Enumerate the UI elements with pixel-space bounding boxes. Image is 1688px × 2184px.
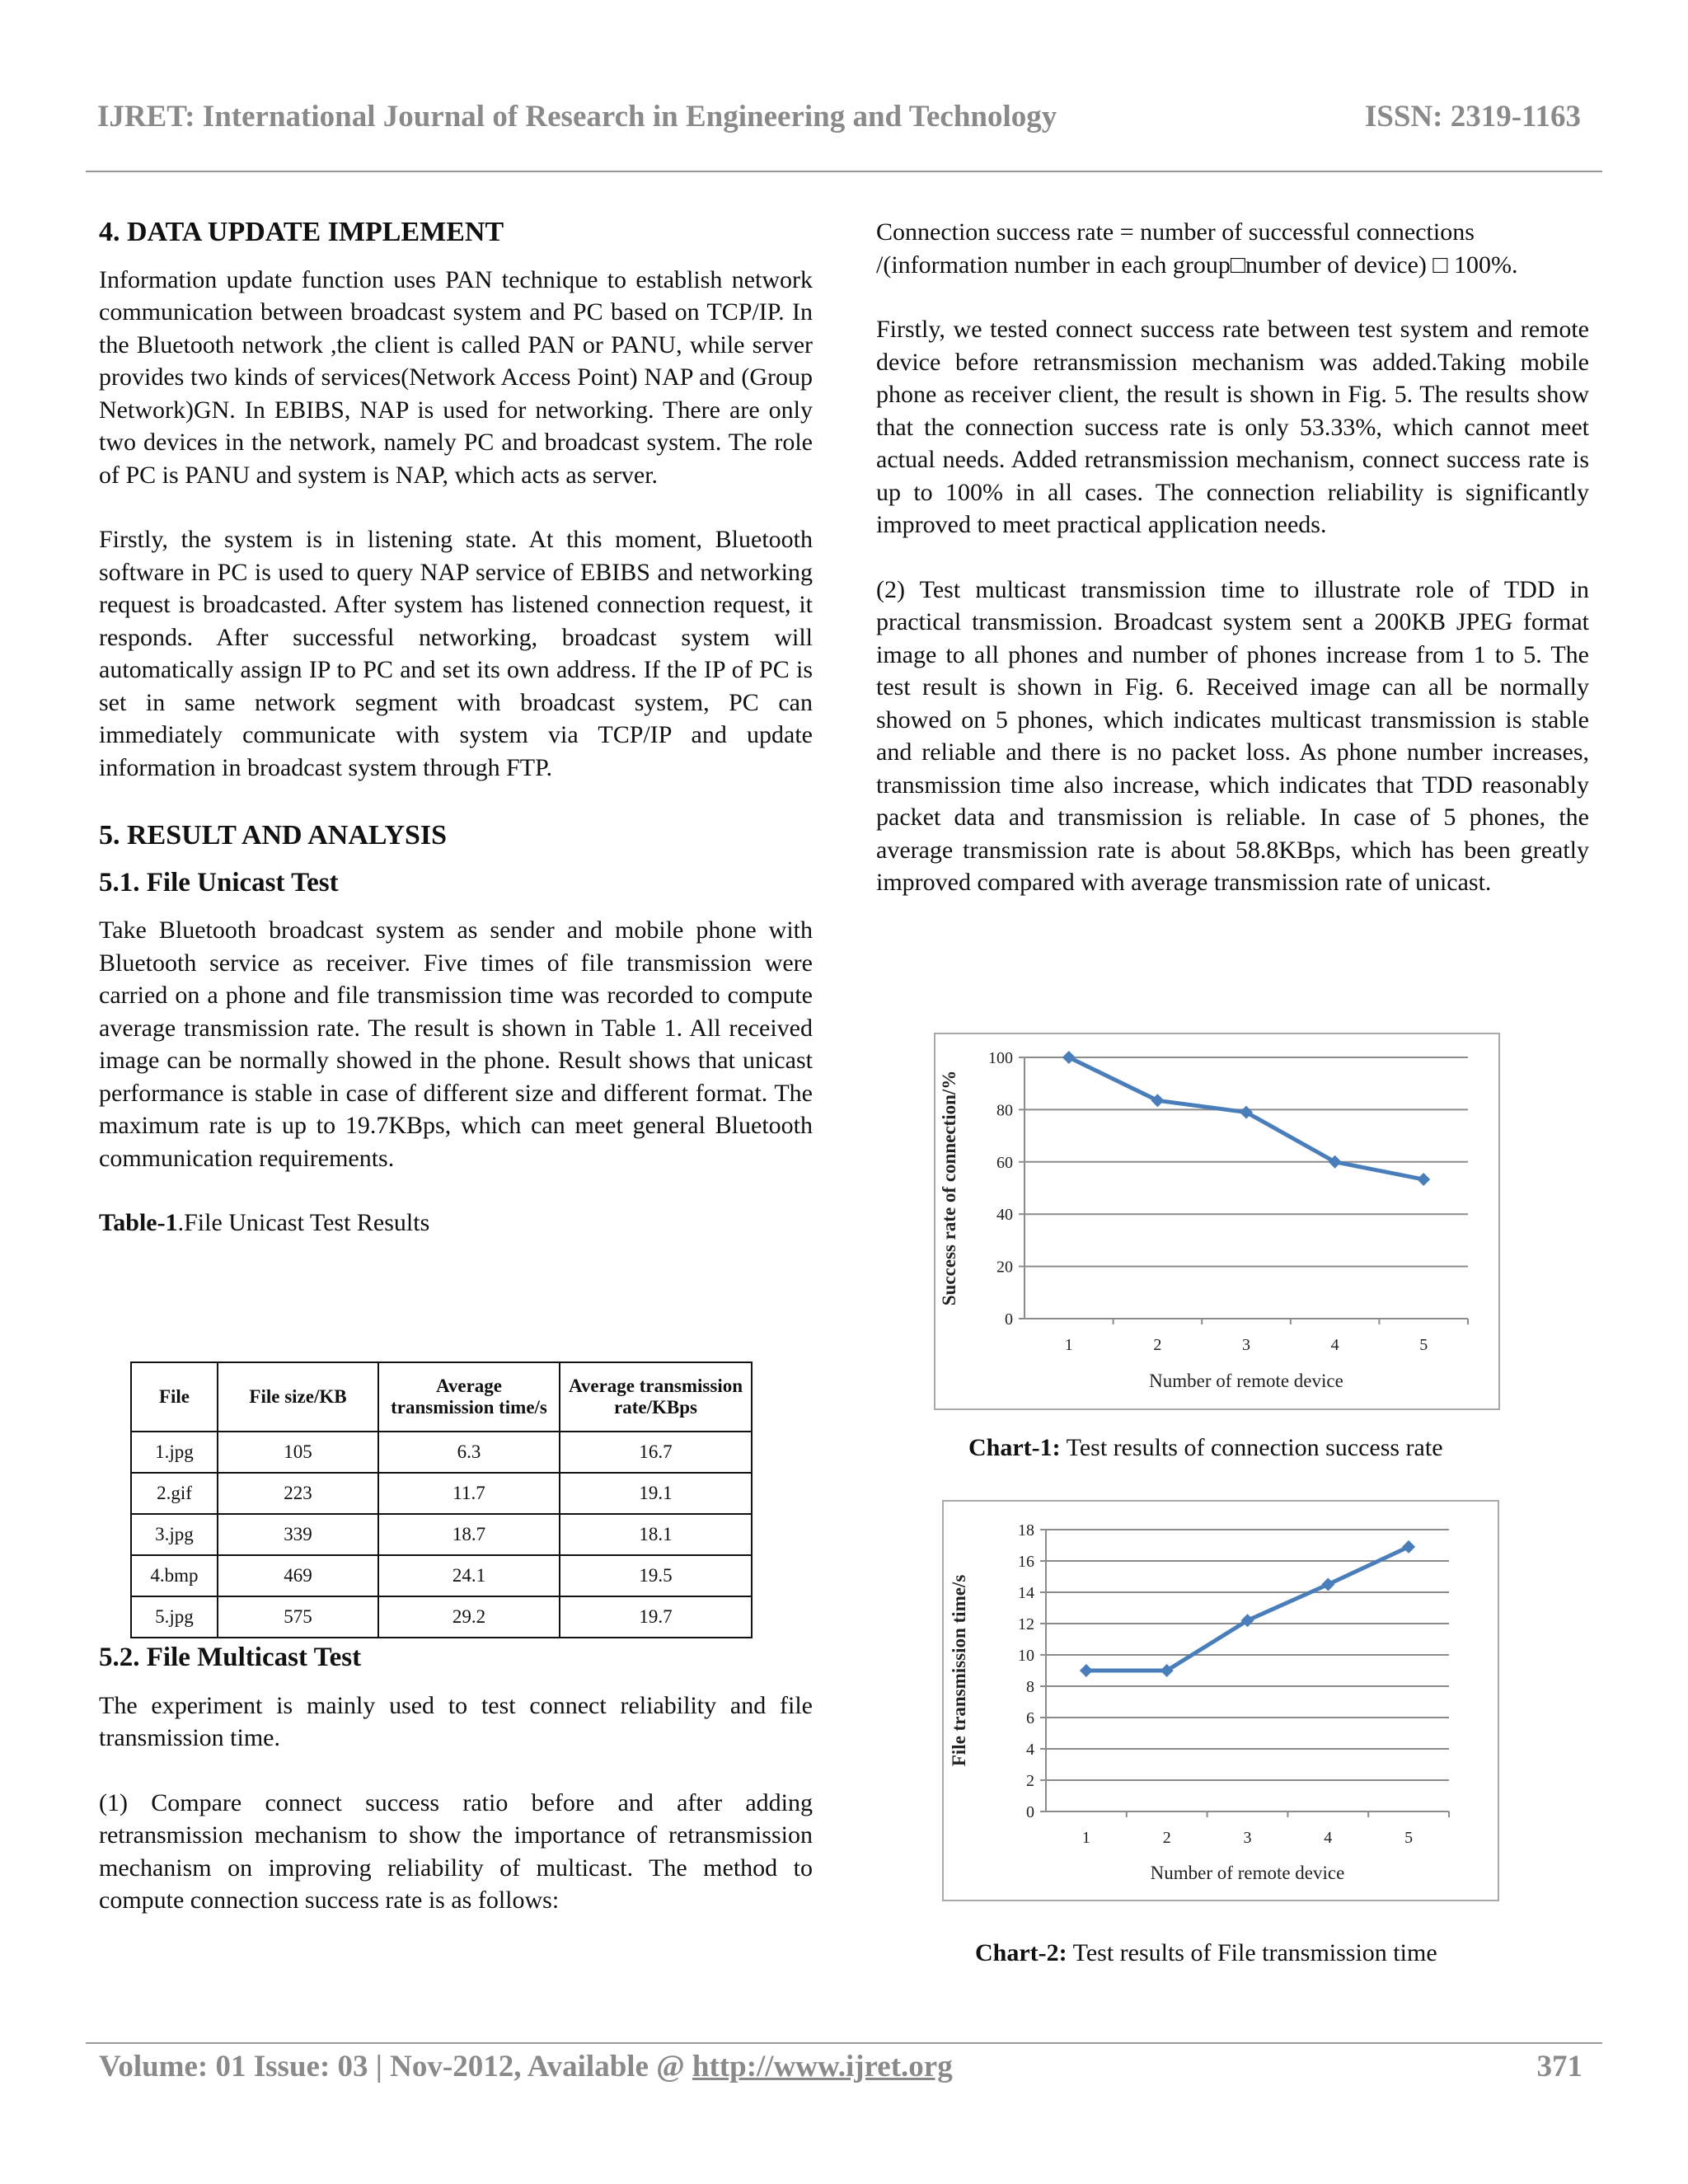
x-tick-label: 5 — [1419, 1336, 1428, 1354]
table-cell: 469 — [218, 1555, 378, 1596]
y-tick-label: 10 — [1018, 1647, 1034, 1665]
y-tick-label: 2 — [1026, 1772, 1034, 1790]
section-5-1-paragraph: Take Bluetooth broadcast system as sender and mobile phone with Bluetooth service as receiver. Five times of file transmission were carried on a phone and file transmission time was recorded to compute average transmission rate. The result is shown in Table 1. All received image can be normally showed in the phone. Result shows that unicast performance is stable in case of different size and different format. The maximum rate is up to 19.7KBps, which can meet general Bluetooth communication requirements. — [99, 916, 813, 1172]
table-header-cell: File size/KB — [218, 1362, 378, 1432]
footer-volume — [99, 2049, 953, 2084]
y-tick-label: 40 — [996, 1206, 1013, 1225]
table-cell: 5.jpg — [131, 1596, 218, 1638]
chart-1-y-axis-label: Success rate of connection/% — [939, 1070, 959, 1306]
y-tick-label: 12 — [1018, 1615, 1034, 1633]
chart-1-connection-success — [934, 1033, 1500, 1410]
section-5-title: 5. RESULT AND ANALYSIS — [99, 820, 448, 851]
issn: ISSN: 2319-1163 — [1364, 100, 1581, 134]
right-paragraph-2: (2) Test multicast transmission time to illustrate role of TDD in practical transmission. Broadcast system sent a 200KB JPEG format image to all phones and number of phones increase from 1 to 5. The test result is shown in Fig. 6. Received image can all be normally showed on 5 phones, which indicates multicast transmission is stable and reliable and there is no packet loss. As phone number increases, transmission time also increase, which indicates that TDD reasonably packet data and transmission is reliable. In case of 5 phones, the average transmission rate is about 58.8KBps, which has been greatly improved compared with average transmission rate of unicast. — [876, 575, 1589, 896]
y-tick-label: 0 — [1005, 1310, 1013, 1329]
page-number: 371 — [1536, 2050, 1582, 2083]
table-header-cell: Average transmission rate/KBps — [560, 1362, 752, 1432]
table-cell: 3.jpg — [131, 1514, 218, 1555]
table-cell: 18.7 — [378, 1514, 560, 1555]
section-5-2-title: 5.2. File Multicast Test — [99, 1643, 362, 1672]
y-tick-label: 18 — [1018, 1521, 1034, 1540]
y-tick-label: 60 — [996, 1153, 1013, 1172]
table-cell: 19.1 — [560, 1473, 752, 1514]
table-row — [131, 1473, 752, 1514]
x-tick-label: 3 — [1243, 1829, 1252, 1847]
chart-1-caption-text: Test results of connection success rate — [1060, 1434, 1443, 1461]
x-tick-label: 4 — [1330, 1336, 1339, 1354]
chart-1-caption — [968, 1434, 1443, 1462]
x-tick-label: 3 — [1242, 1336, 1250, 1354]
success-rate-formula: Connection success rate = number of successful connections /(information number in each group□number of device) □ 100%. — [876, 218, 1518, 279]
y-tick-label: 20 — [996, 1258, 1013, 1277]
table-cell: 18.1 — [560, 1514, 752, 1555]
chart-2-y-axis-label: File transmission time/s — [949, 1574, 969, 1767]
table-cell: 29.2 — [378, 1596, 560, 1638]
section-5-2-paragraph-1: The experiment is mainly used to test connect reliability and file transmission time. — [99, 1691, 813, 1751]
table-row — [131, 1596, 752, 1638]
chart-2-x-axis-label: Number of remote device — [1150, 1863, 1345, 1883]
table-row — [131, 1514, 752, 1555]
table-cell: 16.7 — [560, 1432, 752, 1473]
chart-2-transmission-time — [942, 1500, 1499, 1901]
y-tick-label: 6 — [1026, 1709, 1034, 1727]
table-cell: 11.7 — [378, 1473, 560, 1514]
journal-title: IJRET: International Journal of Research in Engineering and Technology — [97, 100, 1057, 134]
table-cell: 339 — [218, 1514, 378, 1555]
table-header-cell: Average transmission time/s — [378, 1362, 560, 1432]
table-cell: 24.1 — [378, 1555, 560, 1596]
table-1-caption-text: .File Unicast Test Results — [177, 1209, 430, 1236]
section-4-paragraph-1: Information update function uses PAN technique to establish network communication between broadcast system and PC based on TCP/IP. In the Bluetooth network ,the client is called PAN or PANU, while server provides two kinds of services(Network Access Point) NAP and (Group Network)GN. In EBIBS, NAP is used for networking. There are only two devices in the network, namely PC and broadcast system. The role of PC is PANU and system is NAP, which acts as server. — [99, 265, 813, 489]
section-4-title: 4. DATA UPDATE IMPLEMENT — [99, 217, 504, 247]
chart-2-label: Chart-2: — [975, 1939, 1067, 1966]
x-tick-label: 1 — [1081, 1829, 1090, 1847]
left-column-lower — [99, 1642, 813, 1917]
left-column — [99, 216, 813, 1240]
table-1-label: Table-1 — [99, 1209, 178, 1236]
y-tick-label: 16 — [1018, 1553, 1034, 1571]
y-tick-label: 14 — [1018, 1584, 1034, 1602]
section-5-2-paragraph-2: (1) Compare connect success ratio before and after adding retransmission mechanism to show the importance of retransmission mechanism on improving reliability of multicast. The method to compute connection success rate is as follows: — [99, 1788, 813, 1914]
journal-url-link[interactable]: http://www.ijret.org — [692, 2050, 953, 2083]
y-tick-label: 8 — [1026, 1678, 1034, 1696]
unicast-results-table — [130, 1361, 753, 1638]
chart-1-label: Chart-1: — [968, 1434, 1061, 1461]
x-tick-label: 2 — [1153, 1336, 1162, 1354]
right-column — [876, 216, 1589, 899]
right-paragraph-1: Firstly, we tested connect success rate between test system and remote device before retransmission mechanism was added.Taking mobile phone as receiver client, the result is shown in Fig. 5. The results show that the connection success rate is only 53.33%, which cannot meet actual needs. Added retransmission mechanism, connect success rate is up to 100% in all cases. The connection reliability is significantly improved to meet practical application needs. — [876, 316, 1589, 538]
y-tick-label: 0 — [1026, 1803, 1034, 1821]
section-5-1-title: 5.1. File Unicast Test — [99, 867, 339, 898]
table-1-caption — [99, 1207, 813, 1240]
table-cell: 6.3 — [378, 1432, 560, 1473]
page-footer — [99, 2049, 1582, 2090]
y-tick-label: 100 — [988, 1049, 1013, 1067]
x-tick-label: 4 — [1324, 1829, 1333, 1847]
y-tick-label: 4 — [1026, 1741, 1034, 1759]
x-tick-label: 1 — [1064, 1336, 1073, 1354]
table-cell: 19.7 — [560, 1596, 752, 1638]
table-row — [131, 1555, 752, 1596]
table-cell: 2.gif — [131, 1473, 218, 1514]
table-header-cell: File — [131, 1362, 218, 1432]
section-4-paragraph-2: Firstly, the system is in listening state. At this moment, Bluetooth software in PC is used to query NAP service of EBIBS and networking request is broadcasted. After system has listened connection request, it responds. After successful networking, broadcast system will automatically assign IP to PC and set its own address. If the IP of PC is set in same network segment with broadcast system, PC can immediately communicate with system via TCP/IP and update information in broadcast system through FTP. — [99, 526, 813, 781]
table-cell: 19.5 — [560, 1555, 752, 1596]
table-header-row — [131, 1362, 752, 1432]
chart-1-x-axis-label: Number of remote device — [1149, 1371, 1343, 1391]
chart-2-caption-text: Test results of File transmission time — [1067, 1939, 1437, 1966]
table-cell: 575 — [218, 1596, 378, 1638]
table-cell: 223 — [218, 1473, 378, 1514]
x-tick-label: 5 — [1404, 1829, 1414, 1847]
chart-1-frame — [935, 1033, 1499, 1409]
footer-volume-text: Volume: 01 Issue: 03 | Nov-2012, Available @ — [99, 2050, 692, 2083]
table-cell: 4.bmp — [131, 1555, 218, 1596]
table-cell: 105 — [218, 1432, 378, 1473]
x-tick-label: 2 — [1162, 1829, 1171, 1847]
table-cell: 1.jpg — [131, 1432, 218, 1473]
table-row — [131, 1432, 752, 1473]
y-tick-label: 80 — [996, 1101, 1013, 1120]
header-rule — [86, 171, 1602, 172]
footer-rule — [86, 2042, 1602, 2044]
page-header — [97, 99, 1581, 148]
chart-2-caption — [975, 1939, 1437, 1967]
